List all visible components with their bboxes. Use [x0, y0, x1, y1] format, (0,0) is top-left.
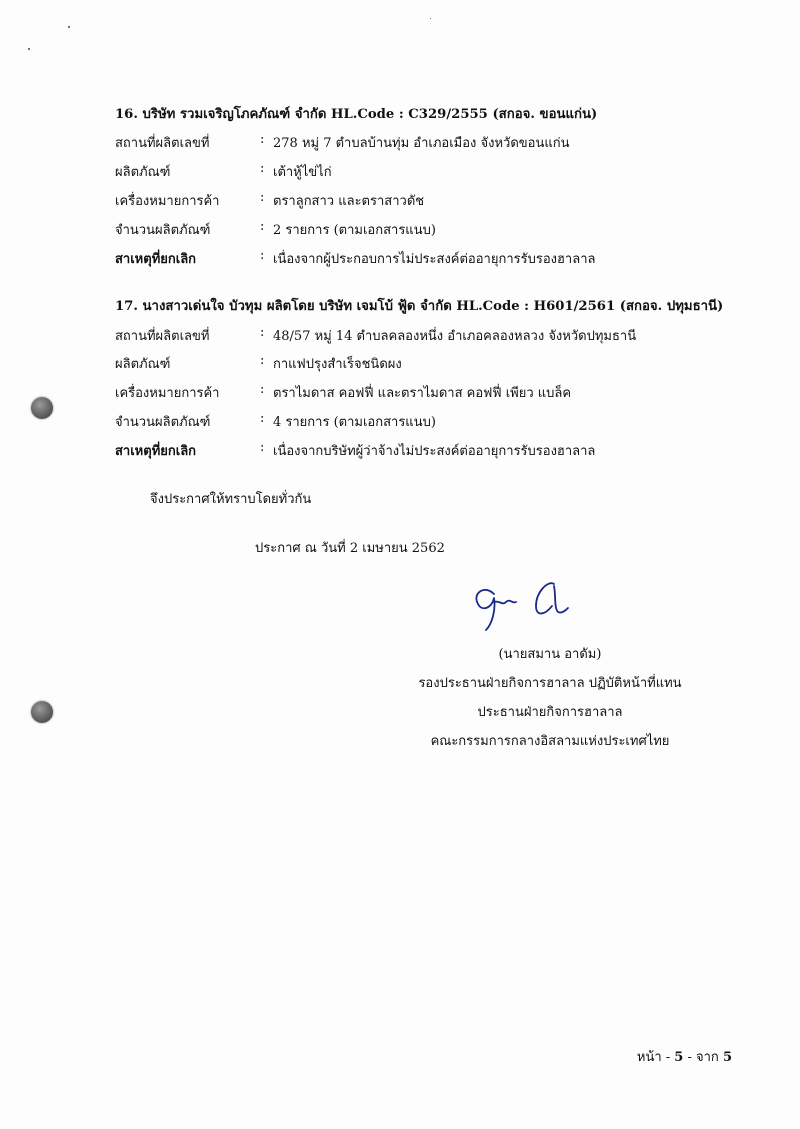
signatory-title-3: คณะกรรมการกลางอิสลามแห่งประเทศไทย [430, 734, 670, 749]
row-colon: : [260, 132, 265, 147]
row-label: สถานที่ผลิตเลขที่ [115, 136, 210, 151]
signatory-title-1: รองประธานฝ่ายกิจการฮาลาล ปฏิบัติหน้าที่แทน [418, 676, 682, 691]
entry-17-header: 17. นางสาวเด่นใจ บัวทุม ผลิตโดย บริษัท เจมโบ้ ฟู้ด จำกัด HL.Code : H601/2561 (สกอจ. ปทุมธานี) [115, 299, 724, 314]
row-label: สาเหตุที่ยกเลิก [115, 252, 197, 267]
row-label: สาเหตุที่ยกเลิก [115, 444, 197, 459]
row-value: 4 รายการ (ตามเอกสารแนบ) [273, 415, 436, 430]
row-value: ตราลูกสาว และตราสาวดัช [273, 194, 425, 209]
entry-16-row-trademark [115, 190, 735, 210]
entry-16-row-product [115, 161, 735, 181]
row-colon: : [260, 190, 265, 205]
row-colon: : [260, 161, 265, 176]
row-colon: : [260, 382, 265, 397]
row-colon: : [260, 353, 265, 368]
page-number-total: 5 [722, 1050, 732, 1065]
signatory-name: (นายสมาน อาดัม) [498, 647, 602, 662]
row-value: เนื่องจากบริษัทผู้ว่าจ้างไม่ประสงค์ต่ออายุการรับรองฮาลาล [273, 444, 596, 459]
row-label: ผลิตภัณฑ์ [115, 357, 171, 372]
punch-hole-top [31, 397, 53, 419]
entry-16-row-reason [115, 248, 735, 268]
entry-17-row-product [115, 353, 735, 373]
announcement-date: ประกาศ ณ วันที่ 2 เมษายน 2562 [255, 541, 445, 556]
row-colon: : [260, 440, 265, 455]
row-value: 48/57 หมู่ 14 ตำบลคลองหนึ่ง อำเภอคลองหลวง จังหวัดปทุมธานี [273, 329, 637, 344]
row-colon: : [260, 411, 265, 426]
page-number-prefix: หน้า - [636, 1050, 671, 1065]
entry-17-row-location [115, 325, 735, 345]
row-value: กาแฟปรุงสำเร็จชนิดผง [273, 357, 402, 372]
row-colon: : [260, 325, 265, 340]
row-colon: : [260, 248, 265, 263]
row-value: 2 รายการ (ตามเอกสารแนบ) [273, 223, 436, 238]
row-value: 278 หมู่ 7 ตำบลบ้านทุ่ม อำเภอเมือง จังหวัดขอนแก่น [273, 136, 570, 151]
closing-announcement: จึงประกาศให้ทราบโดยทั่วกัน [150, 492, 312, 507]
page-number-middle: - จาก [687, 1050, 719, 1065]
entry-16-row-location [115, 132, 735, 152]
entry-17-row-reason [115, 440, 735, 460]
entry-16-row-count [115, 219, 735, 239]
entry-17-row-count [115, 411, 735, 431]
scan-speck [430, 18, 431, 19]
row-label: สถานที่ผลิตเลขที่ [115, 329, 210, 344]
punch-hole-bottom [31, 701, 53, 723]
row-label: เครื่องหมายการค้า [115, 194, 220, 209]
row-label: จำนวนผลิตภัณฑ์ [115, 415, 211, 430]
row-colon: : [260, 219, 265, 234]
row-label: เครื่องหมายการค้า [115, 386, 220, 401]
signatory-title-2: ประธานฝ่ายกิจการฮาลาล [477, 705, 623, 720]
row-value: เต้าหู้ไข่ไก่ [273, 165, 332, 180]
row-value: ตราไมดาส คอฟฟี่ และตราไมดาส คอฟฟี่ เพียว แบล็ค [273, 386, 572, 401]
row-value: เนื่องจากผู้ประกอบการไม่ประสงค์ต่ออายุการรับรองฮาลาล [273, 252, 596, 267]
row-label: จำนวนผลิตภัณฑ์ [115, 223, 211, 238]
entry-16-header: 16. บริษัท รวมเจริญโภคภัณฑ์ จำกัด HL.Code : C329/2555 (สกอจ. ขอนแก่น) [115, 107, 598, 122]
signature-image [470, 572, 580, 632]
scan-speck [28, 48, 30, 50]
scan-speck [68, 26, 70, 28]
page-number-current: 5 [674, 1050, 684, 1065]
page-number [637, 1046, 732, 1067]
entry-17-row-trademark [115, 382, 735, 402]
row-label: ผลิตภัณฑ์ [115, 165, 171, 180]
